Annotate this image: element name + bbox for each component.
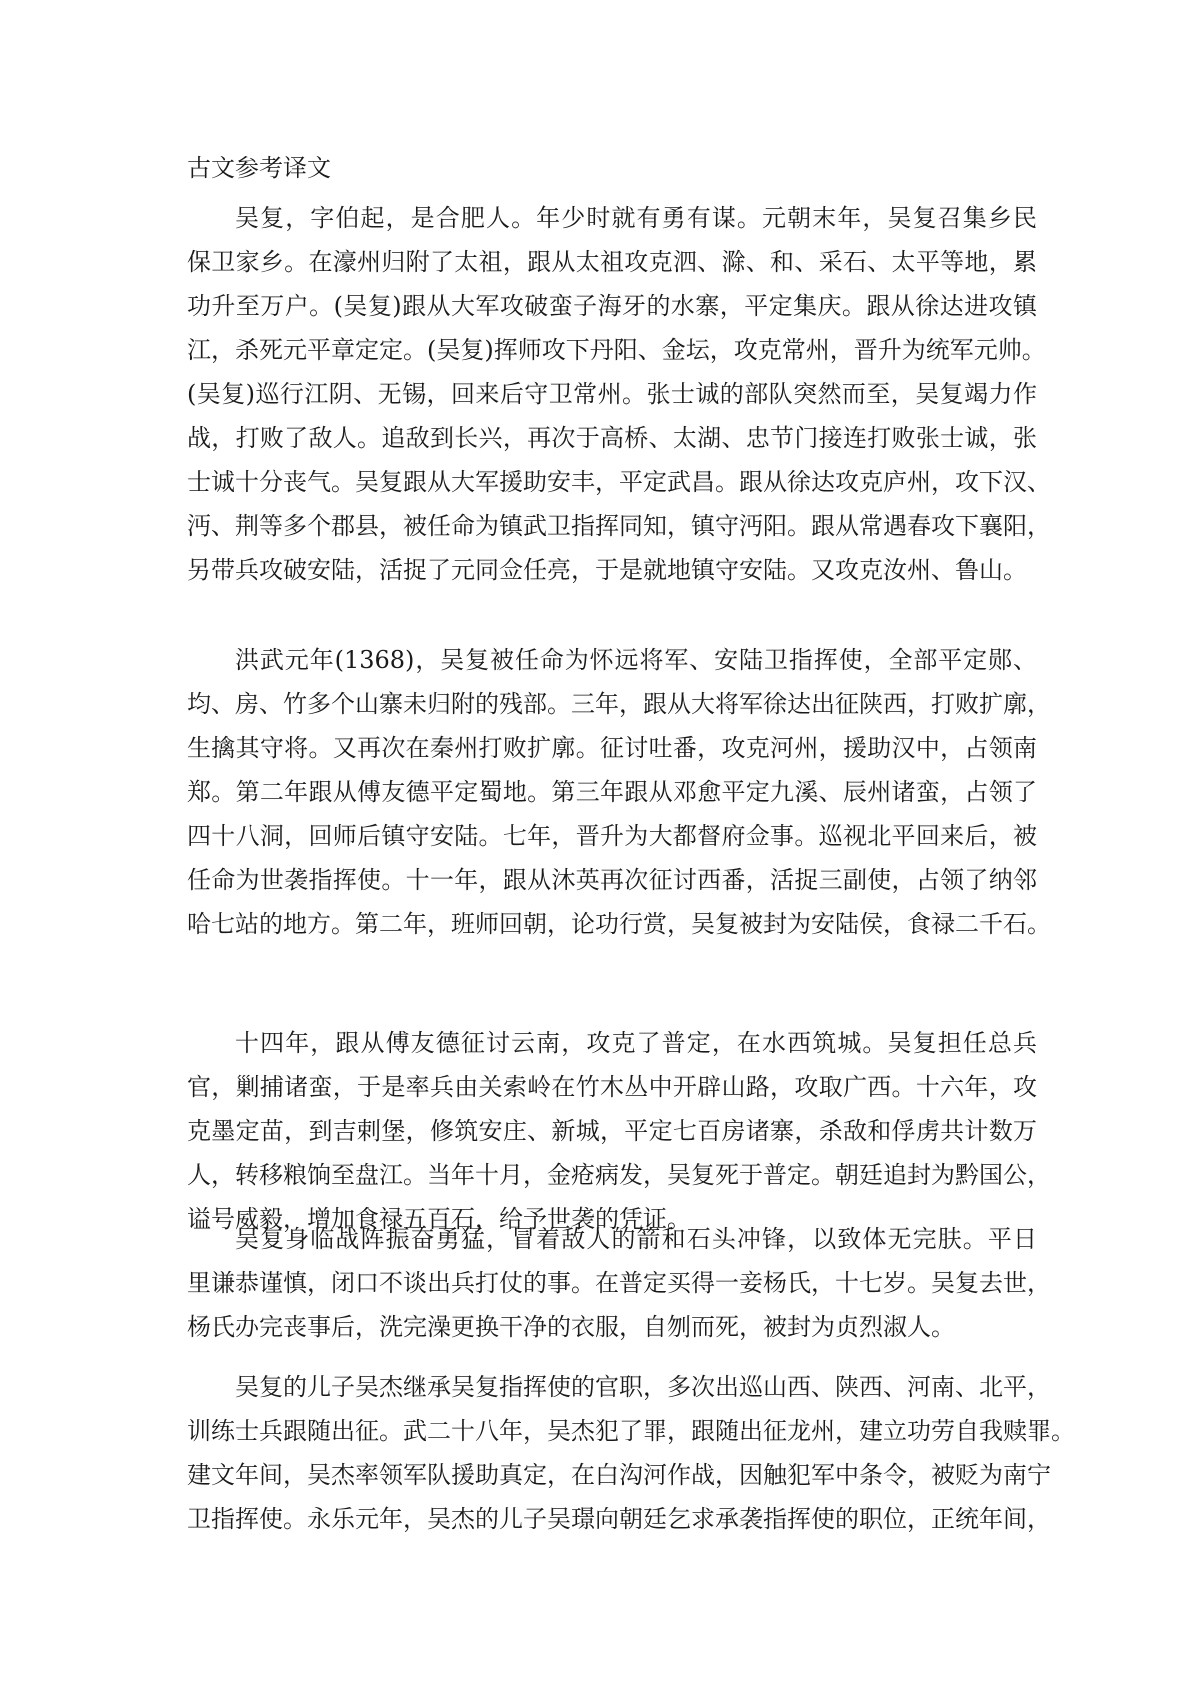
document-title: 古文参考译文 [187, 154, 331, 182]
text-line: 卫指挥使。永乐元年，吴杰的儿子吴璟向朝廷乞求承袭指挥使的职位，正统年间， [187, 1505, 1051, 1533]
text-line: 江，杀死元平章定定。(吴复)挥师攻下丹阳、金坛，攻克常州，晋升为统军元帅。 [187, 336, 1046, 364]
text-line: 洪武元年(1368)，吴复被任命为怀远将军、安陆卫指挥使，全部平定郧、 [235, 646, 1037, 674]
text-line: 战，打败了敌人。追敌到长兴，再次于高桥、太湖、忠节门接连打败张士诚，张 [187, 424, 1037, 452]
text-line: 四十八洞，回师后镇守安陆。七年，晋升为大都督府佥事。巡视北平回来后，被 [187, 822, 1037, 850]
text-line: (吴复)巡行江阴、无锡，回来后守卫常州。张士诚的部队突然而至，吴复竭力作 [187, 380, 1037, 408]
text-line: 另带兵攻破安陆，活捉了元同佥任亮，于是就地镇守安陆。又攻克汝州、鲁山。 [187, 556, 1027, 584]
text-line: 沔、荆等多个郡县，被任命为镇武卫指挥同知，镇守沔阳。跟从常遇春攻下襄阳， [187, 512, 1051, 540]
paragraph-hongwu [187, 638, 1051, 946]
text-line: 十四年，跟从傅友德征讨云南，攻克了普定，在水西筑城。吴复担任总兵 [235, 1029, 1037, 1057]
text-line: 吴复，字伯起，是合肥人。年少时就有勇有谋。元朝末年，吴复召集乡民 [235, 204, 1037, 232]
paragraph-descendants [187, 1365, 1075, 1541]
text-line: 谥号威毅，增加食禄五百石，给予世袭的凭证。 [187, 1205, 691, 1233]
text-line: 官，剿捕诸蛮，于是率兵由关索岭在竹木丛中开辟山路，攻取广西。十六年，攻 [187, 1073, 1037, 1101]
paragraph-character [187, 1217, 1051, 1349]
paragraph-biography [187, 196, 1051, 592]
text-line: 人，转移粮饷至盘江。当年十月，金疮病发，吴复死于普定。朝廷追封为黔国公， [187, 1161, 1051, 1189]
text-line: 里谦恭谨慎，闭口不谈出兵打仗的事。在普定买得一妾杨氏，十七岁。吴复去世， [187, 1269, 1051, 1297]
text-line: 均、房、竹多个山寨未归附的残部。三年，跟从大将军徐达出征陕西，打败扩廓， [187, 690, 1051, 718]
text-line: 哈七站的地方。第二年，班师回朝，论功行赏，吴复被封为安陆侯，食禄二千石。 [187, 910, 1051, 938]
paragraph-yunnan [187, 1021, 1051, 1241]
text-line: 杨氏办完丧事后，洗完澡更换干净的衣服，自刎而死，被封为贞烈淑人。 [187, 1313, 955, 1341]
text-line: 吴复身临战阵振奋勇猛，冒着敌人的箭和石头冲锋，以致体无完肤。平日 [235, 1225, 1037, 1253]
text-line: 郑。第二年跟从傅友德平定蜀地。第三年跟从邓愈平定九溪、辰州诸蛮，占领了 [187, 778, 1037, 806]
text-line: 任命为世袭指挥使。十一年，跟从沐英再次征讨西番，活捉三副使，占领了纳邻 [187, 866, 1037, 894]
text-line: 建文年间，吴杰率领军队援助真定，在白沟河作战，因触犯军中条令，被贬为南宁 [187, 1461, 1051, 1489]
text-line: 功升至万户。(吴复)跟从大军攻破蛮子海牙的水寨，平定集庆。跟从徐达进攻镇 [187, 292, 1037, 320]
text-line: 训练士兵跟随出征。武二十八年，吴杰犯了罪，跟随出征龙州，建立功劳自我赎罪。 [187, 1417, 1075, 1445]
text-line: 吴复的儿子吴杰继承吴复指挥使的官职，多次出巡山西、陕西、河南、北平， [235, 1373, 1051, 1401]
text-line: 克墨定苗，到吉剌堡，修筑安庄、新城，平定七百房诸寨，杀敌和俘虏共计数万 [187, 1117, 1037, 1145]
text-line: 士诚十分丧气。吴复跟从大军援助安丰，平定武昌。跟从徐达攻克庐州，攻下汉、 [187, 468, 1051, 496]
text-line: 保卫家乡。在濠州归附了太祖，跟从太祖攻克泗、滁、和、采石、太平等地，累 [187, 248, 1037, 276]
text-line: 生擒其守将。又再次在秦州打败扩廓。征讨吐番，攻克河州，援助汉中，占领南 [187, 734, 1037, 762]
